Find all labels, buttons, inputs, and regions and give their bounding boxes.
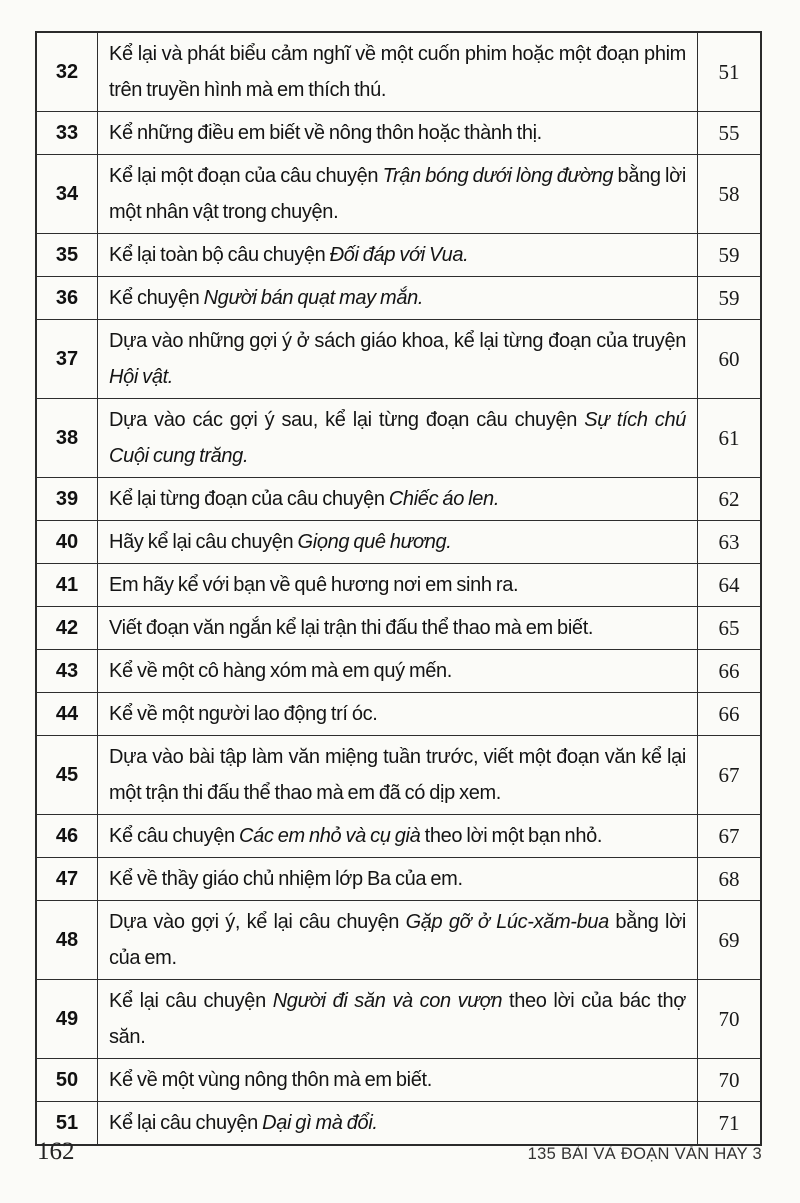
toc-entry-page: 58 — [698, 155, 762, 234]
toc-body — [36, 32, 761, 1145]
toc-title-segment: Trận bóng dưới lòng đường — [382, 165, 614, 187]
contents-table — [35, 31, 762, 1146]
toc-entry-number: 35 — [36, 234, 98, 277]
toc-entry-page: 62 — [698, 478, 762, 521]
toc-row — [36, 736, 761, 815]
toc-entry-title — [98, 815, 698, 858]
toc-row — [36, 650, 761, 693]
toc-entry-page: 67 — [698, 815, 762, 858]
toc-entry-page: 66 — [698, 650, 762, 693]
toc-entry-page: 59 — [698, 234, 762, 277]
toc-entry-number: 44 — [36, 693, 98, 736]
toc-title-segment: Kể lại từng đoạn của câu chuyện — [109, 488, 389, 510]
table-of-contents — [35, 31, 762, 1146]
toc-row — [36, 564, 761, 607]
toc-row — [36, 521, 761, 564]
toc-row — [36, 858, 761, 901]
toc-title-segment: Dựa vào các gợi ý sau, kể lại từng đoạn câu chuyện — [109, 409, 585, 431]
toc-entry-title — [98, 399, 698, 478]
toc-entry-number: 42 — [36, 607, 98, 650]
toc-entry-number: 39 — [36, 478, 98, 521]
page-footer — [37, 1138, 762, 1166]
toc-entry-title — [98, 650, 698, 693]
book-running-title: 135 BÀI VÀ ĐOẠN VĂN HAY 3 — [527, 1145, 762, 1163]
toc-entry-page: 63 — [698, 521, 762, 564]
toc-entry-page: 55 — [698, 112, 762, 155]
toc-title-segment: Dựa vào những gợi ý ở sách giáo khoa, kể lại từng đoạn của truyện — [109, 330, 686, 352]
toc-entry-title — [98, 901, 698, 980]
toc-title-segment: Các em nhỏ và cụ già — [238, 825, 421, 847]
toc-title-segment: theo lời một bạn nhỏ. — [420, 825, 603, 847]
toc-row — [36, 234, 761, 277]
toc-entry-number: 37 — [36, 320, 98, 399]
toc-title-segment: Sự tích chú Cuội cung trăng. — [109, 409, 687, 467]
toc-entry-number: 50 — [36, 1059, 98, 1102]
toc-title-segment: Kể câu chuyện — [109, 825, 239, 847]
toc-entry-page: 68 — [698, 858, 762, 901]
toc-entry-page: 51 — [698, 32, 762, 112]
toc-title-segment: Kể những điều em biết về nông thôn hoặc thành thị. — [109, 122, 542, 144]
toc-entry-number: 43 — [36, 650, 98, 693]
toc-title-segment: Kể về một vùng nông thôn mà em biết. — [109, 1069, 432, 1091]
toc-title-segment: Hội vật. — [109, 366, 174, 388]
toc-row — [36, 1059, 761, 1102]
toc-entry-number: 36 — [36, 277, 98, 320]
page-folio-number: 162 — [37, 1138, 75, 1165]
toc-title-segment: Kể lại một đoạn của câu chuyện — [109, 165, 383, 187]
toc-title-segment: Kể lại câu chuyện — [109, 1112, 263, 1134]
toc-entry-number: 32 — [36, 32, 98, 112]
toc-entry-title — [98, 693, 698, 736]
toc-entry-page: 70 — [698, 1059, 762, 1102]
toc-row — [36, 478, 761, 521]
toc-title-segment: Kể về một cô hàng xóm mà em quý mến. — [109, 660, 453, 682]
toc-title-segment: Gặp gỡ ở Lúc-xăm-bua — [405, 911, 609, 933]
toc-title-segment: Hãy kể lại câu chuyện — [109, 531, 298, 553]
toc-entry-page: 59 — [698, 277, 762, 320]
toc-title-segment: Người bán quạt may mắn. — [203, 287, 424, 309]
toc-entry-number: 47 — [36, 858, 98, 901]
toc-title-segment: Kể lại câu chuyện — [109, 990, 273, 1012]
toc-entry-title — [98, 155, 698, 234]
toc-entry-title — [98, 521, 698, 564]
toc-entry-title — [98, 320, 698, 399]
toc-entry-title — [98, 607, 698, 650]
toc-title-segment: Em hãy kể với bạn về quê hương nơi em sinh ra. — [109, 574, 519, 596]
toc-row — [36, 980, 761, 1059]
toc-title-segment: Giọng quê hương. — [297, 531, 452, 553]
toc-entry-number: 40 — [36, 521, 98, 564]
toc-entry-number: 51 — [36, 1102, 98, 1146]
toc-row — [36, 32, 761, 112]
toc-row — [36, 155, 761, 234]
toc-entry-title — [98, 980, 698, 1059]
toc-row — [36, 399, 761, 478]
toc-entry-page: 69 — [698, 901, 762, 980]
toc-row — [36, 320, 761, 399]
toc-entry-page: 65 — [698, 607, 762, 650]
toc-title-segment: theo lời của bác thợ săn. — [109, 990, 686, 1048]
toc-entry-number: 33 — [36, 112, 98, 155]
toc-row — [36, 277, 761, 320]
toc-title-segment: Dựa vào bài tập làm văn miệng tuần trước, viết một đoạn văn kể lại một trận thi đấu thể thao mà em đã có dịp xem. — [109, 746, 686, 804]
toc-entry-number: 34 — [36, 155, 98, 234]
toc-title-segment: Người đi săn và con vượn — [272, 990, 503, 1012]
toc-entry-title — [98, 478, 698, 521]
toc-title-segment: bằng lời một nhân vật trong chuyện. — [109, 165, 686, 223]
toc-entry-page: 61 — [698, 399, 762, 478]
toc-entry-number: 49 — [36, 980, 98, 1059]
toc-entry-number: 48 — [36, 901, 98, 980]
toc-entry-title — [98, 32, 698, 112]
toc-row — [36, 815, 761, 858]
toc-row — [36, 901, 761, 980]
toc-title-segment: Kể về thầy giáo chủ nhiệm lớp Ba của em. — [109, 868, 463, 890]
toc-title-segment: Kể lại toàn bộ câu chuyện — [109, 244, 330, 266]
toc-entry-title — [98, 564, 698, 607]
toc-title-segment: Chiếc áo len. — [388, 488, 500, 510]
toc-row — [36, 112, 761, 155]
toc-entry-page: 64 — [698, 564, 762, 607]
toc-row — [36, 693, 761, 736]
toc-title-segment: Dại gì mà đổi. — [262, 1112, 378, 1134]
toc-title-segment: Đối đáp với Vua. — [329, 244, 469, 266]
toc-entry-page: 71 — [698, 1102, 762, 1146]
toc-entry-number: 45 — [36, 736, 98, 815]
toc-entry-title — [98, 234, 698, 277]
toc-title-segment: Viết đoạn văn ngắn kể lại trận thi đấu thể thao mà em biết. — [109, 617, 594, 639]
toc-title-segment: Kể về một người lao động trí óc. — [109, 703, 378, 725]
toc-title-segment: bằng lời của em. — [109, 911, 686, 969]
toc-title-segment: Kể chuyện — [109, 287, 204, 309]
toc-entry-page: 70 — [698, 980, 762, 1059]
toc-entry-number: 41 — [36, 564, 98, 607]
toc-entry-number: 38 — [36, 399, 98, 478]
toc-title-segment: Kể lại và phát biểu cảm nghĩ về một cuốn phim hoặc một đoạn phim trên truyền hình mà em thích thú. — [109, 43, 686, 101]
toc-entry-title — [98, 858, 698, 901]
toc-entry-title — [98, 736, 698, 815]
toc-entry-page: 67 — [698, 736, 762, 815]
toc-entry-title — [98, 1059, 698, 1102]
toc-entry-title — [98, 112, 698, 155]
toc-entry-title — [98, 277, 698, 320]
toc-entry-number: 46 — [36, 815, 98, 858]
toc-entry-page: 60 — [698, 320, 762, 399]
toc-entry-page: 66 — [698, 693, 762, 736]
toc-title-segment: Dựa vào gợi ý, kể lại câu chuyện — [109, 911, 406, 933]
toc-row — [36, 607, 761, 650]
